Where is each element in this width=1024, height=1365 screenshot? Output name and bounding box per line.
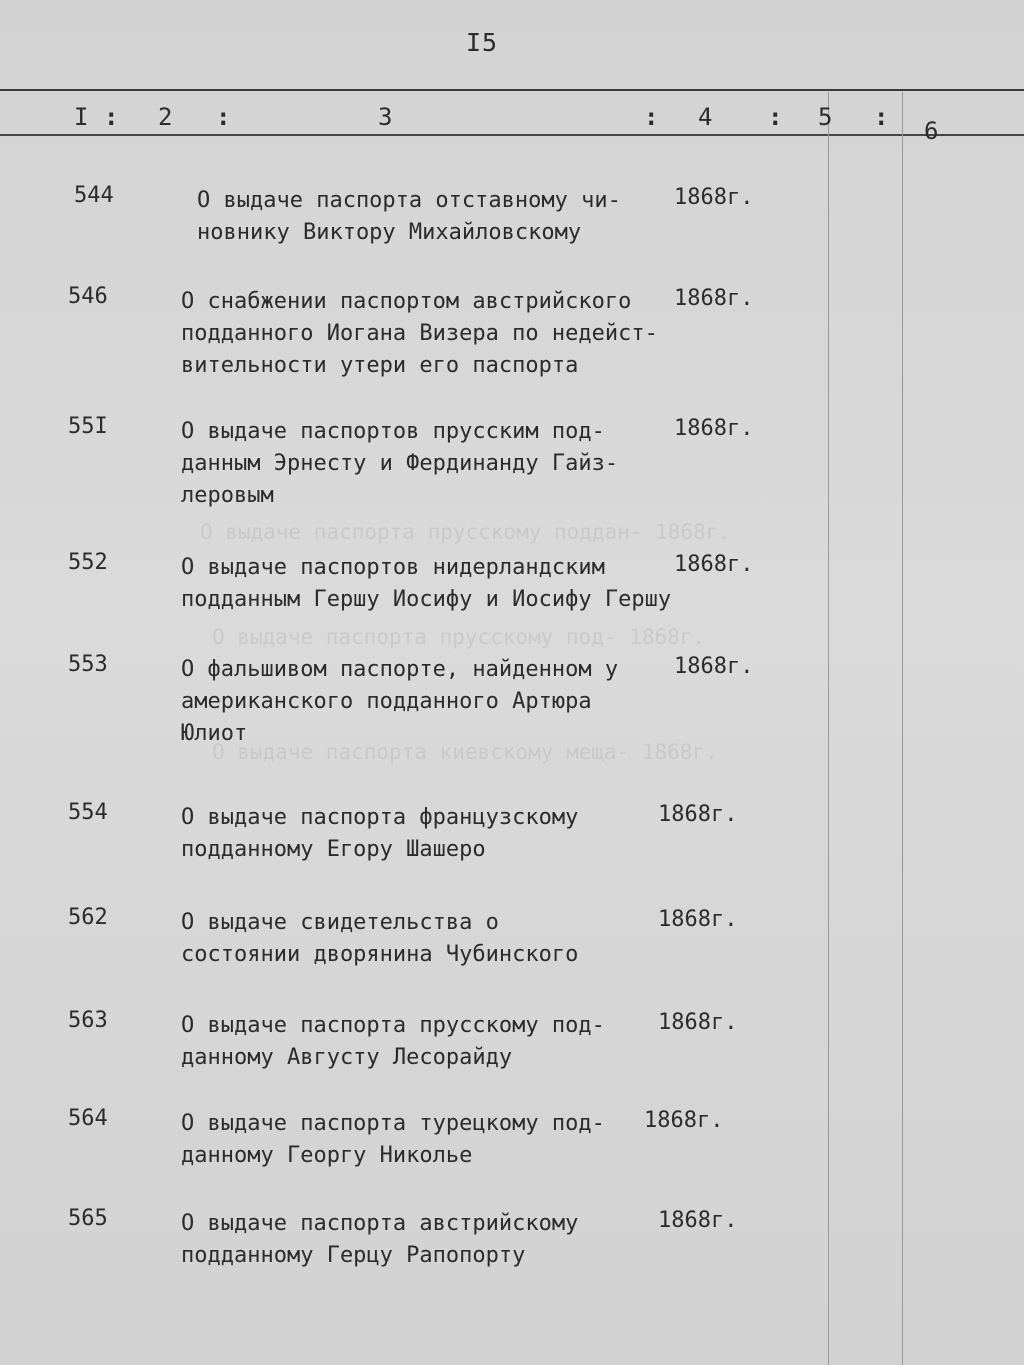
record-number: 553 [68,652,108,677]
record-title-line: данным Эрнесту и Фердинанду Гайз- [181,451,619,476]
header-separator: : [874,103,889,131]
bleed-through-text: О выдаче паспорта прусскому под- 1868г. [212,625,706,649]
record-year: 1868г. [644,1108,724,1133]
record-year: 1868г. [658,907,738,932]
record-year: 1868г. [658,1208,738,1233]
record-year: 1868г. [658,1010,738,1035]
record-title-line: подданному Егору Шашеро [181,837,486,862]
record-title-line: Юлиот [181,721,248,746]
record-title-line: состоянии дворянина Чубинского [181,942,579,967]
header-separator: : [104,103,119,131]
record-title [181,907,671,971]
record-title-line: подданного Иогана Визера по недейст- [181,321,658,346]
record-number: 552 [68,550,108,575]
record-title-line: О выдаче паспорта турецкому под- [181,1111,605,1136]
record-year: 1868г. [674,416,754,441]
record-number: 554 [68,800,108,825]
record-title-line: О фальшивом паспорте, найденном у [181,657,619,682]
record-title [181,654,671,750]
record-number: 546 [68,284,108,309]
record-title-line: О снабжении паспортом австрийского [181,289,632,314]
record-title-line: О выдаче паспорта французскому [181,805,579,830]
record-title-line: новнику Виктору Михайловскому [197,220,582,245]
table-header-bottom-rule [0,134,1024,136]
record-year: 1868г. [674,552,754,577]
record-title [181,1108,671,1172]
record-year: 1868г. [674,654,754,679]
header-col-6: 6 [924,117,939,145]
record-title-line: О выдаче паспорта прусскому под- [181,1013,605,1038]
record-title-line: данному Георгу Николье [181,1143,473,1168]
record-year: 1868г. [674,286,754,311]
record-title-line: леровым [181,483,274,508]
header-separator: : [216,103,231,131]
record-title [181,416,671,512]
record-number: 563 [68,1008,108,1033]
bleed-through-text: О выдаче паспорта прусскому поддан- 1868г. [200,520,732,544]
record-title-line: О выдаче паспортов прусским под- [181,419,605,444]
record-title [181,802,671,866]
record-title [197,185,687,249]
record-title-line: американского подданного Артюра [181,689,592,714]
page-number: I5 [466,28,499,57]
record-title-line: О выдаче паспорта австрийскому [181,1211,579,1236]
record-title [181,286,671,382]
record-title-line: О выдаче паспорта отставному чи- [197,188,621,213]
column-divider [828,92,829,1365]
record-title-line: подданным Гершу Иосифу и Иосифу Гершу [181,587,672,612]
header-col-2: 2 [158,103,173,131]
record-number: 565 [68,1206,108,1231]
record-number: 544 [74,183,114,208]
record-number: 55I [68,414,108,439]
record-title [181,1208,671,1272]
header-col-1: I [74,103,89,131]
bleed-through-text: О выдаче паспорта киевскому меща- 1868г. [212,740,718,764]
record-year: 1868г. [658,802,738,827]
record-number: 564 [68,1106,108,1131]
record-year: 1868г. [674,185,754,210]
record-title-line: вительности утери его паспорта [181,353,579,378]
header-separator: : [644,103,659,131]
header-col-5: 5 [818,103,833,131]
record-title-line: подданному Герцу Рапопорту [181,1243,526,1268]
header-col-4: 4 [698,103,713,131]
record-title [181,552,671,616]
record-title [181,1010,671,1074]
record-number: 562 [68,905,108,930]
record-title-line: О выдаче свидетельства о [181,910,499,935]
header-separator: : [768,103,783,131]
record-title-line: данному Августу Лесорайду [181,1045,513,1070]
column-divider [902,92,903,1365]
header-col-3: 3 [378,103,393,131]
table-header-top-rule [0,89,1024,91]
record-title-line: О выдаче паспортов нидерландским [181,555,605,580]
